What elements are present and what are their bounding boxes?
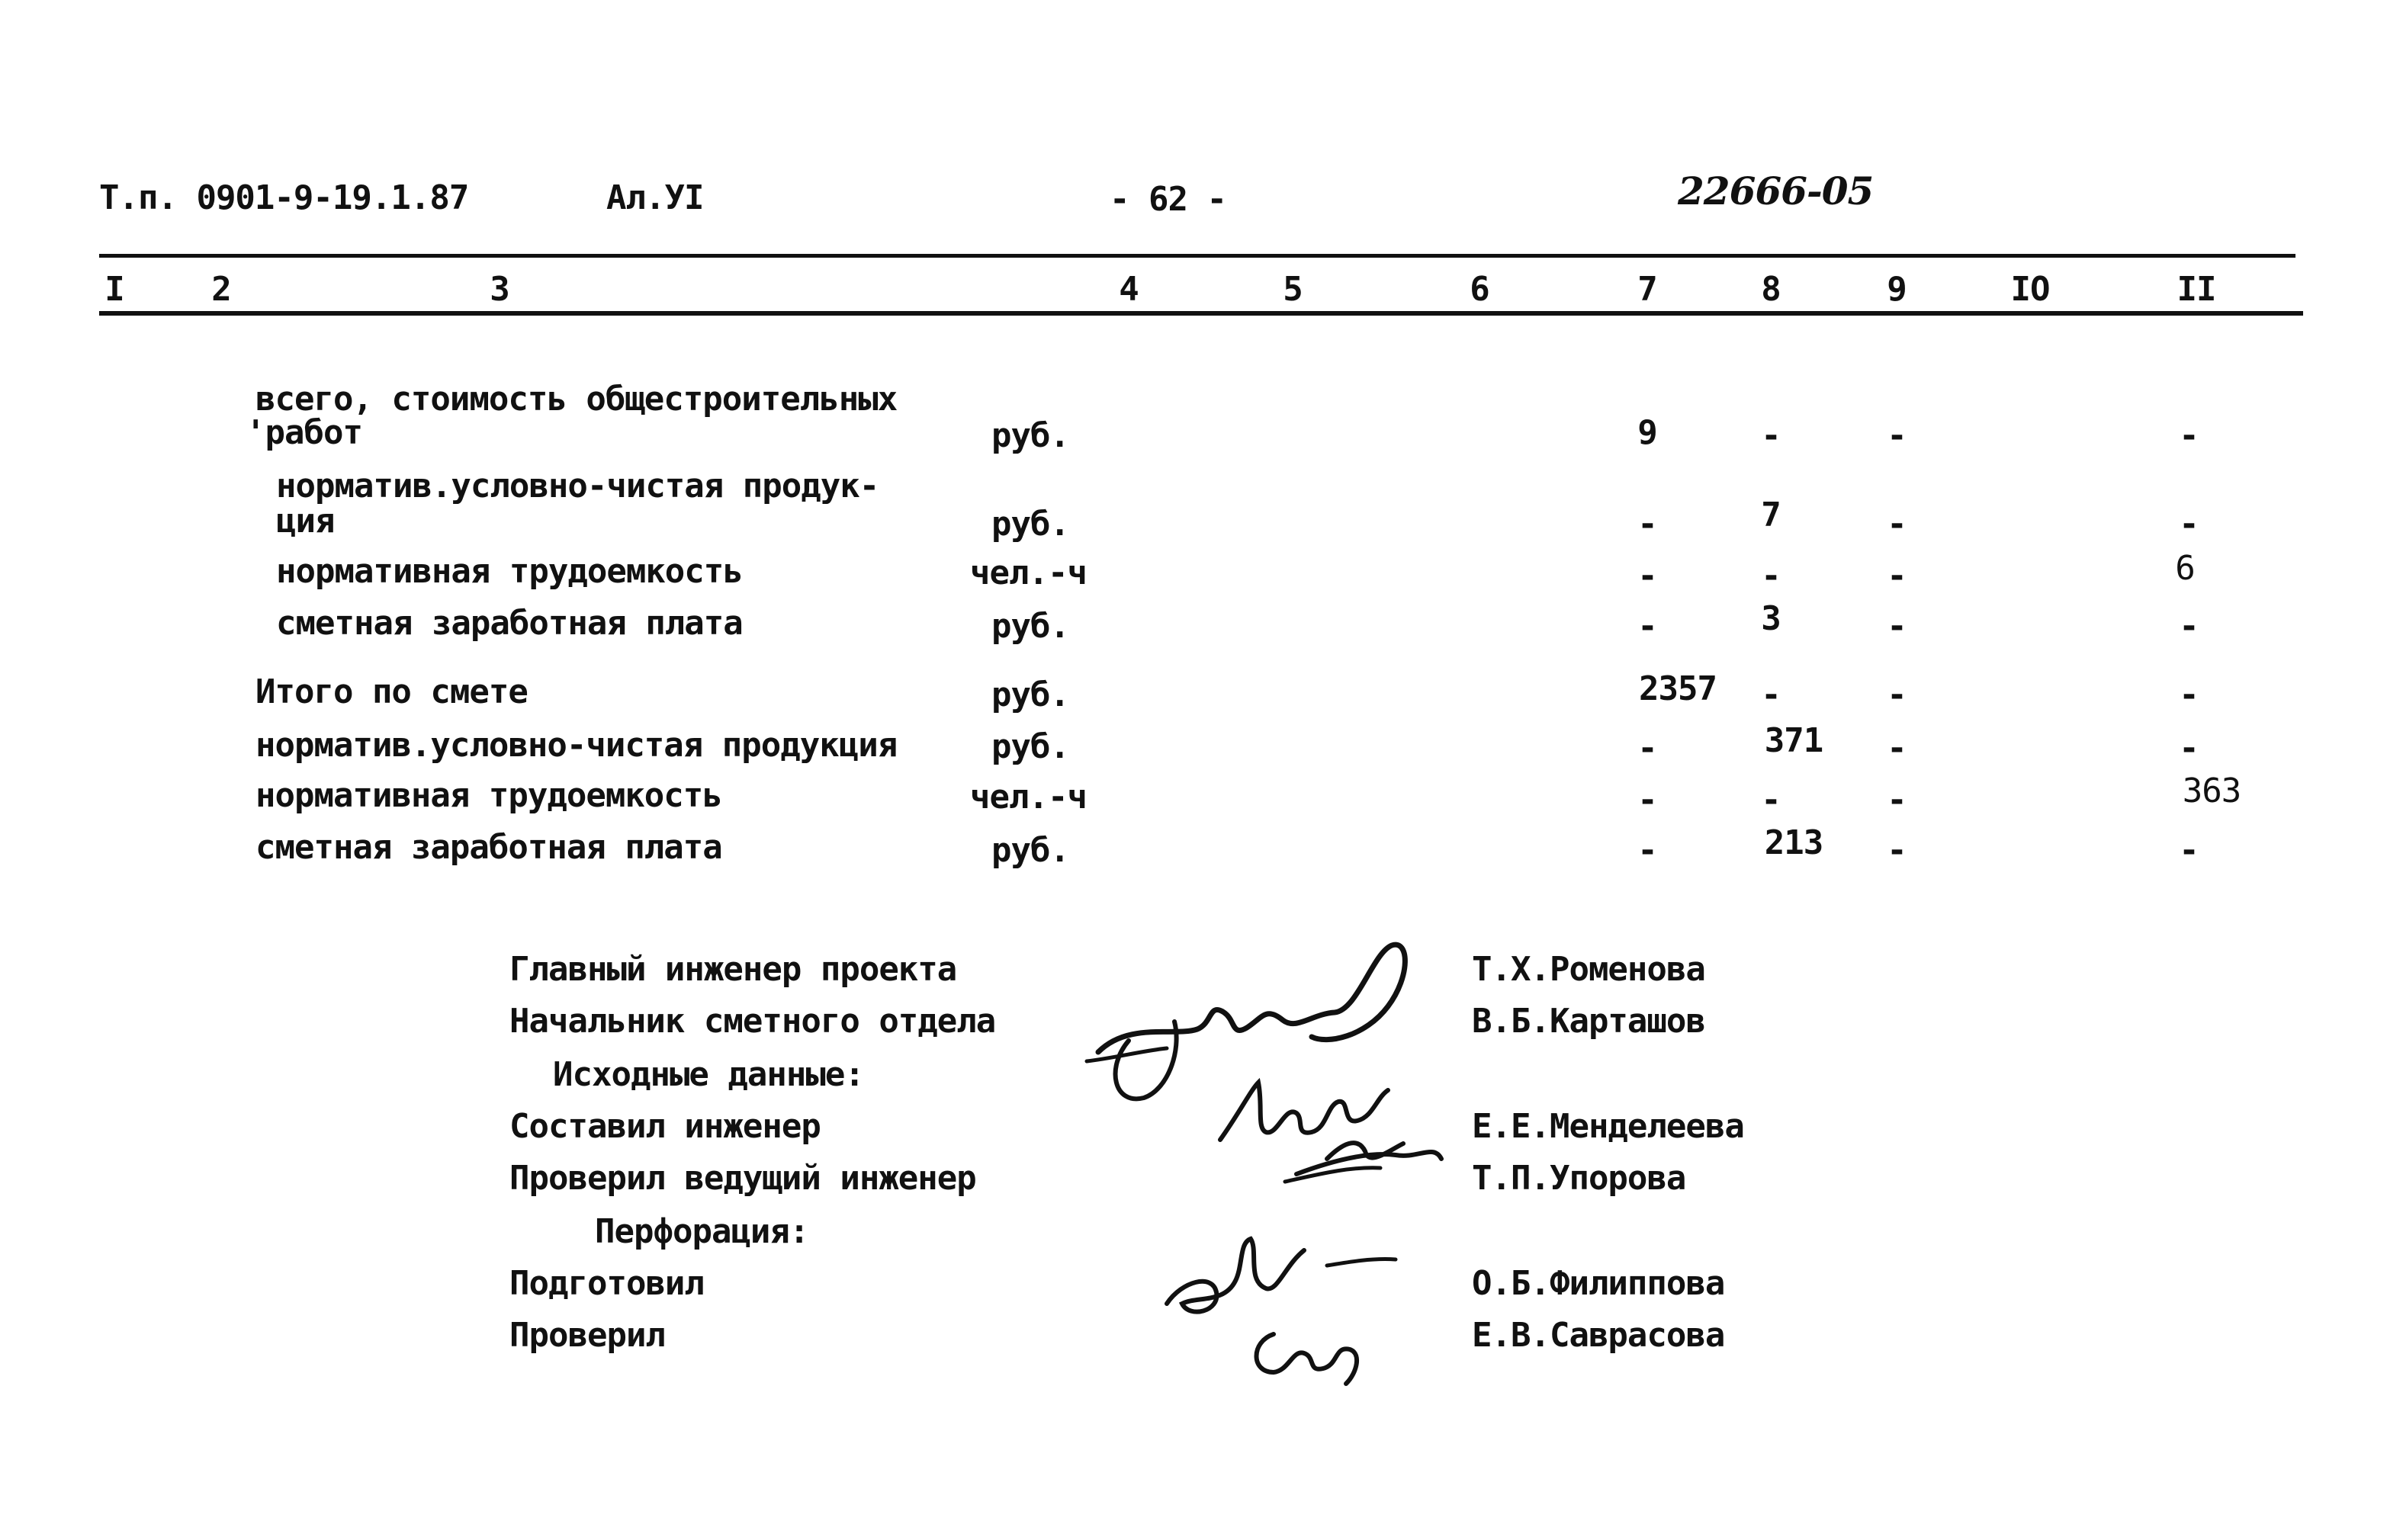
header-bottom-rule — [99, 311, 2303, 316]
row-label: сметная заработная плата — [276, 604, 743, 643]
row-unit: руб. — [991, 607, 1069, 646]
cell-col9: - — [1887, 831, 1907, 870]
cell-col11: 363 — [2182, 772, 2241, 810]
row-label: 'работ — [246, 413, 362, 452]
cell-col7: - — [1637, 781, 1657, 820]
signatory-name: Е.В.Саврасова — [1472, 1316, 1725, 1355]
cell-col9: - — [1887, 781, 1907, 820]
section-label: Исходные данные: — [553, 1055, 864, 1094]
row-unit: чел.-ч — [970, 778, 1087, 817]
cell-col9: - — [1887, 505, 1907, 544]
row-unit: руб. — [991, 727, 1069, 766]
signatory-name: Т.П.Упорова — [1472, 1159, 1686, 1198]
cell-col9: - — [1887, 607, 1907, 646]
cell-col11: 6 — [2175, 549, 2195, 588]
row-unit: руб. — [991, 416, 1069, 455]
cell-col8: 213 — [1764, 823, 1823, 862]
signatory-name: В.Б.Карташов — [1472, 1002, 1705, 1041]
row-label: норматив.условно-чистая продукция — [255, 726, 898, 765]
header-top-rule — [99, 254, 2295, 258]
signature-role: Подготовил — [509, 1264, 704, 1303]
signature-role: Проверил — [509, 1316, 665, 1355]
total-row-label: Итого по смете — [255, 672, 528, 711]
signature-scribble-perforation — [1152, 1220, 1426, 1395]
cell-col7: - — [1637, 607, 1657, 646]
cell-col11: - — [2179, 607, 2199, 646]
cell-col11: - — [2179, 416, 2199, 455]
cell-col8: - — [1761, 781, 1781, 820]
signatory-name: Е.Е.Менделеева — [1472, 1107, 1744, 1146]
section-label: Перфорация: — [595, 1212, 809, 1251]
column-number: 3 — [490, 270, 509, 309]
signature-role: Проверил ведущий инженер — [509, 1159, 976, 1198]
row-unit: руб. — [991, 831, 1069, 870]
column-number: IO — [2010, 270, 2050, 309]
cell-col8: 371 — [1764, 721, 1823, 760]
cell-col11: - — [2179, 675, 2199, 714]
cell-col8: - — [1761, 557, 1781, 595]
column-number: 5 — [1283, 270, 1303, 309]
row-label: нормативная трудоемкость — [255, 776, 722, 815]
column-number: II — [2177, 270, 2216, 309]
cell-col7: 9 — [1637, 413, 1657, 452]
cell-col7: - — [1637, 729, 1657, 768]
signature-role: Составил инженер — [509, 1107, 821, 1146]
row-unit: руб. — [991, 505, 1069, 544]
column-number: I — [104, 270, 124, 309]
cell-col9: - — [1887, 557, 1907, 595]
column-number: 4 — [1119, 270, 1139, 309]
row-label: норматив.условно-чистая продук- — [276, 467, 879, 505]
cell-col9: - — [1887, 729, 1907, 768]
cell-col8: - — [1761, 416, 1781, 455]
cell-col11: - — [2179, 505, 2199, 544]
signature-role: Главный инженер проекта — [509, 950, 957, 989]
column-number: 7 — [1637, 270, 1657, 309]
cell-col8: 3 — [1761, 599, 1781, 638]
column-number: 8 — [1761, 270, 1781, 309]
document-code: Т.п. 0901-9-19.1.87 — [99, 178, 469, 217]
cell-col7: - — [1637, 505, 1657, 544]
row-label: сметная заработная плата — [255, 828, 722, 867]
cell-col8: 7 — [1761, 496, 1781, 534]
cell-col7: - — [1637, 557, 1657, 595]
row-label: нормативная трудоемкость — [276, 552, 743, 591]
row-label: ция — [276, 502, 335, 541]
row-unit: руб. — [991, 675, 1069, 714]
page-number: - 62 - — [1110, 180, 1226, 219]
column-number: 2 — [211, 270, 231, 309]
cell-col8: - — [1761, 675, 1781, 714]
column-number: 6 — [1470, 270, 1489, 309]
cell-col9: - — [1887, 416, 1907, 455]
cell-col11: - — [2179, 729, 2199, 768]
column-number: 9 — [1887, 270, 1907, 309]
signatory-name: Т.Х.Роменова — [1472, 950, 1705, 989]
album-number: Ал.УI — [606, 178, 704, 217]
row-label: всего, стоимость общестроительных — [255, 380, 898, 419]
signature-role: Начальник сметного отдела — [509, 1002, 996, 1041]
row-unit: чел.-ч — [970, 553, 1087, 592]
cell-col7: 2357 — [1639, 669, 1717, 708]
handwritten-code: 22666-05 — [1678, 168, 1874, 213]
cell-col7: - — [1637, 831, 1657, 870]
signature-scribble-compiler — [1213, 1060, 1449, 1197]
signatory-name: О.Б.Филиппова — [1472, 1264, 1725, 1303]
cell-col9: - — [1887, 675, 1907, 714]
cell-col11: - — [2179, 831, 2199, 870]
